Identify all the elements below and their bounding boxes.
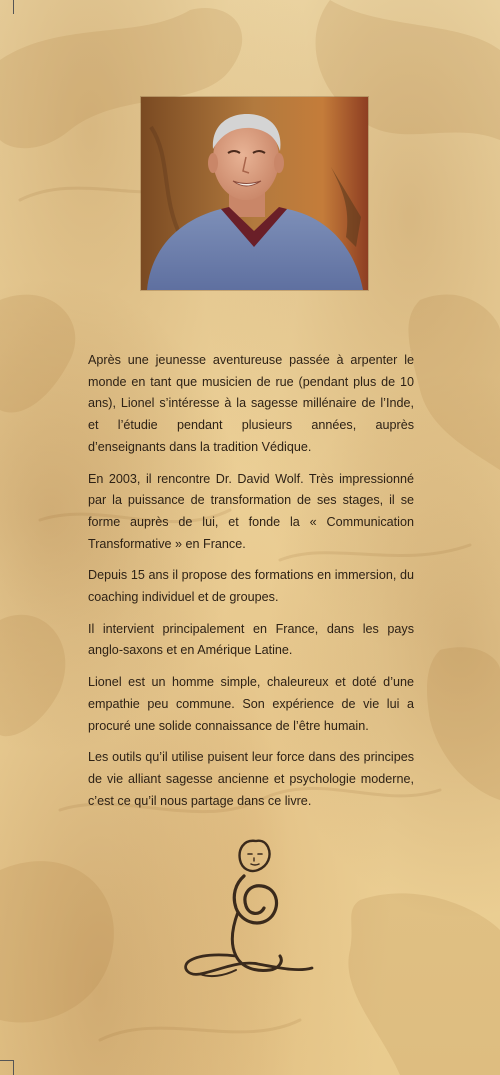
author-biography (88, 350, 414, 822)
bio-paragraph: Il intervient principalement en France, dans les pays anglo-saxons et en Amérique Latine. (88, 621, 414, 658)
bio-paragraph: Depuis 15 ans il propose des formations en immersion, du coaching individuel et de groupes. (88, 568, 414, 605)
bio-paragraph: En 2003, il rencontre Dr. David Wolf. Très impressionné par la puissance de transformation de ses stages, il se forme auprès de lui, et fonde la « Communication Transformative » en France. (88, 471, 414, 551)
bio-paragraph: Après une jeunesse aventureuse passée à arpenter le monde en tant que musicien de rue (pendant plus de 10 ans), Lionel s’intéresse à la sagesse millénaire de l’Inde, et l’étudie pendant plusieurs années, auprès d’enseignants dans la tradition Védique. (88, 353, 414, 454)
crop-mark (13, 1061, 14, 1075)
bio-paragraph: Lionel est un homme simple, chaleureux et doté d’une empathie peu commune. Son expérience de vie lui a procuré une solide connaissance de l’être humain. (88, 675, 414, 733)
crop-mark (0, 1060, 14, 1061)
author-portrait (141, 97, 368, 290)
bio-paragraph: Les outils qu’il utilise puisent leur force dans des principes de vie alliant sagesse ancienne et psychologie moderne, c’est ce qu’il nous partage dans ce livre. (88, 750, 414, 808)
crop-mark (13, 0, 14, 14)
author-photo-image (141, 97, 368, 290)
meditating-figure-spiral-icon (180, 836, 320, 988)
